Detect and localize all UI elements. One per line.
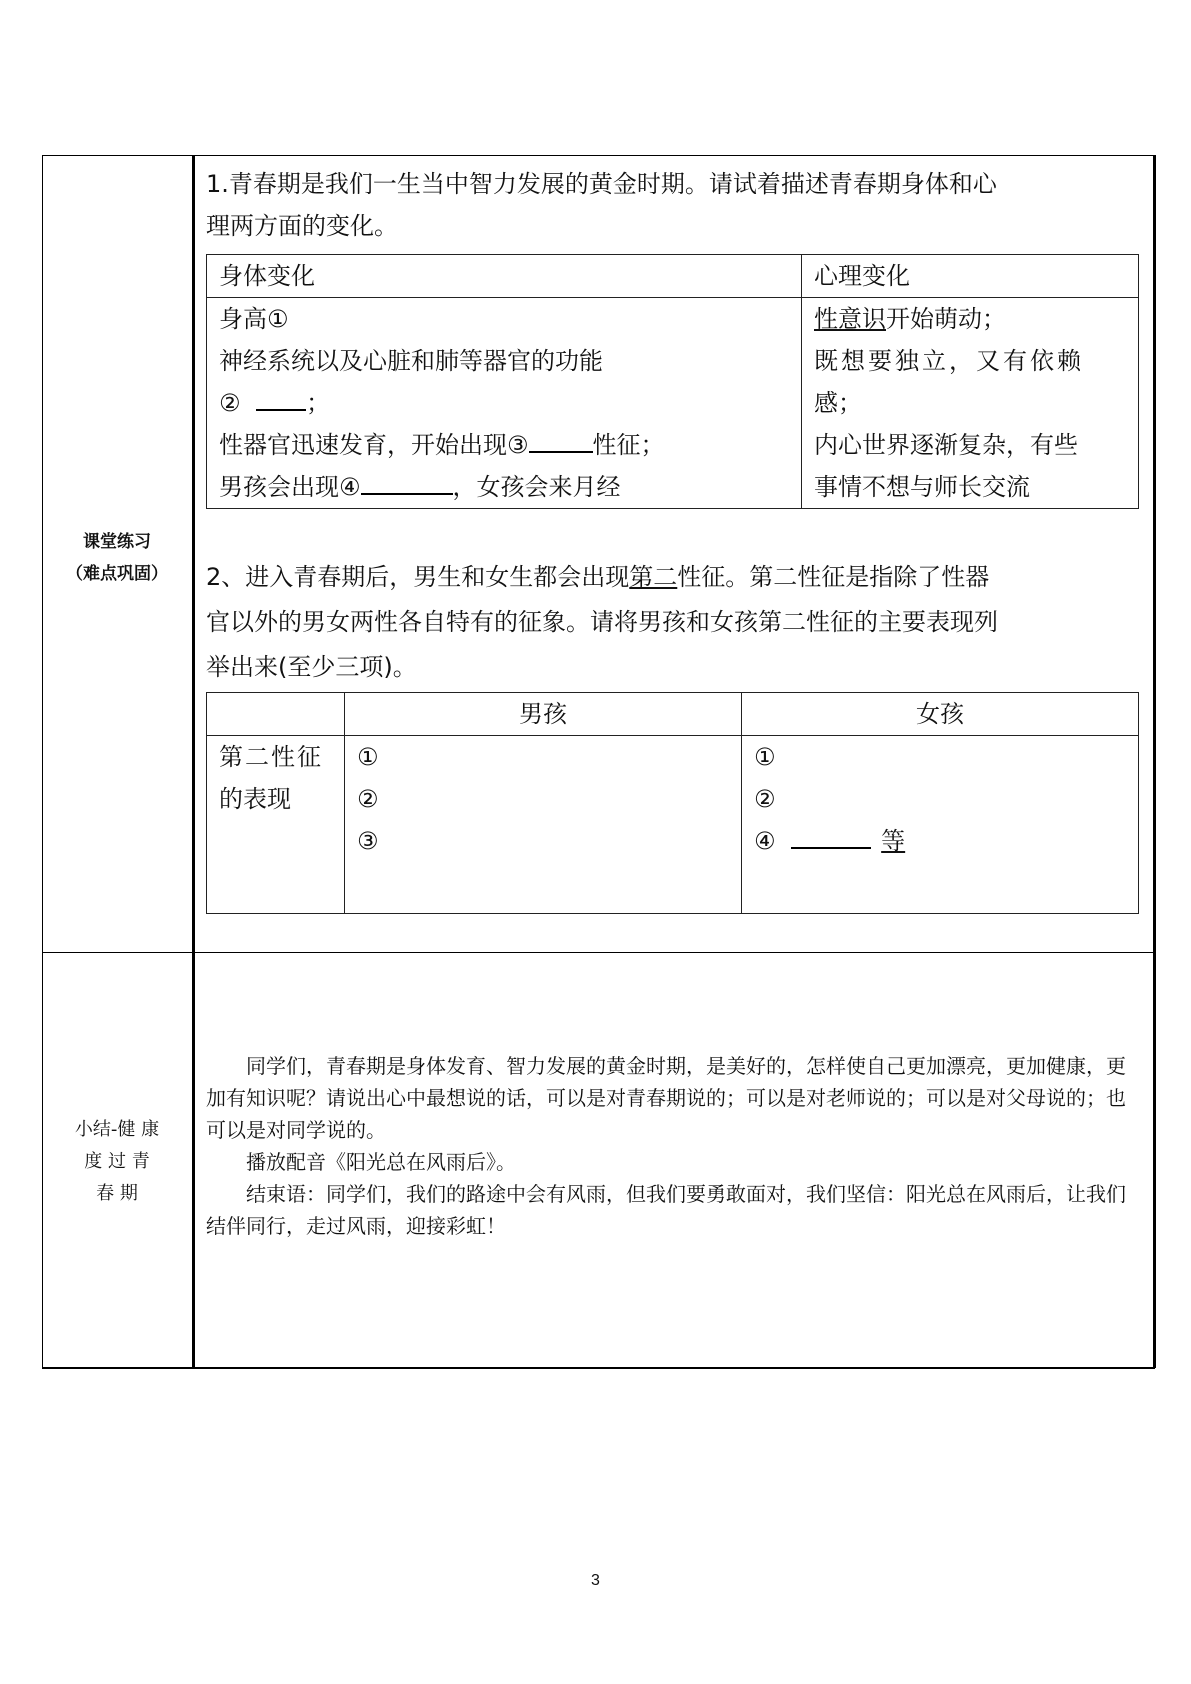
- table-row: [207, 693, 1139, 736]
- row-label-exercise-line1: 课堂练习: [83, 532, 151, 552]
- exercise2-prompt-line3: 举出来(至少三项)。: [206, 653, 417, 681]
- exercise1-table: [206, 254, 1139, 509]
- body-item-boys: 男孩会出现④ ，女孩会来月经: [219, 466, 789, 508]
- fill-blank[interactable]: [361, 467, 453, 495]
- header-boy: 男孩: [345, 693, 742, 736]
- boy-mark-3: ③: [357, 827, 379, 855]
- circle-number: ②: [219, 389, 241, 417]
- frame-right: [1153, 155, 1156, 1368]
- summary-text: [206, 1050, 1141, 1242]
- frame-bottom: [42, 1367, 1155, 1369]
- summary-paragraph-2: 播放配音《阳光总在风雨后》。: [246, 1150, 516, 1174]
- punctuation: ；: [306, 389, 331, 417]
- body-changes-cell: [207, 298, 802, 509]
- table-row: [207, 736, 1139, 914]
- exercise1-prompt-line2: 理两方面的变化。: [206, 212, 398, 240]
- page-number: 3: [591, 1572, 600, 1589]
- row-label-secondary-traits: 第二性征 的表现: [207, 736, 345, 914]
- fill-blank[interactable]: [791, 821, 871, 849]
- frame-mid: [42, 952, 1155, 953]
- girl-mark-1: ①: [754, 743, 776, 771]
- girl-mark-4: ④: [754, 827, 776, 855]
- header-mind-changes: 心理变化: [802, 255, 1139, 298]
- frame-left: [42, 155, 43, 1368]
- fill-blank[interactable]: [529, 425, 593, 453]
- mind-changes-cell: [802, 298, 1139, 509]
- girl-mark-4-row: [754, 820, 1126, 862]
- header-girl: 女孩: [742, 693, 1139, 736]
- summary-paragraph-1: 同学们，青春期是身体发育、智力发展的黄金时期，是美好的，怎样使自己更加漂亮，更加健康，更加有知识呢？请说出心中最想说的话，可以是对青春期说的；可以是对老师说的；可以是对父母说的；也可以是对同学说的。: [206, 1054, 1126, 1142]
- exercise1-prompt: [206, 163, 1146, 247]
- row-label-summary-line2: 度 过 青: [84, 1151, 150, 1172]
- exercise1-prompt-line1: 1.青春期是我们一生当中智力发展的黄金时期。请试着描述青春期身体和心: [206, 170, 997, 198]
- boy-mark-2: ②: [357, 785, 379, 813]
- girl-mark-2: ②: [754, 785, 776, 813]
- summary-paragraph-3: 结束语：同学们，我们的路途中会有风雨，但我们要勇敢面对，我们坚信：阳光总在风雨后，让我们结伴同行，走过风雨，迎接彩虹！: [206, 1182, 1126, 1238]
- frame-divider: [192, 155, 195, 1368]
- row-label-summary-line1: 小结-健 康: [74, 1119, 160, 1140]
- girl-suffix: 等: [881, 827, 906, 855]
- mind-item-awareness: 性意识开始萌动；: [814, 305, 1006, 333]
- header-empty: [207, 693, 345, 736]
- body-item-organs-blank: [219, 382, 789, 424]
- exercise2-prompt-line1: 2、进入青春期后，男生和女生都会出现第二性征。第二性征是指除了性器: [206, 563, 990, 591]
- row-label-summary: [44, 1114, 190, 1210]
- body-item-height: 身高①: [219, 305, 289, 333]
- exercise2-prompt: [206, 555, 1146, 690]
- table-row: [207, 255, 1139, 298]
- mind-item-independence: 既想要独立，又有依赖: [814, 347, 1084, 375]
- fill-blank[interactable]: [256, 383, 306, 411]
- boy-traits-cell: [345, 736, 742, 914]
- header-body-changes: 身体变化: [207, 255, 802, 298]
- exercise2-prompt-line2: 官以外的男女两性各自特有的征象。请将男孩和女孩第二性征的主要表现列: [206, 608, 998, 636]
- frame-top: [42, 155, 1155, 156]
- row-label-exercise-line2: （难点巩固）: [66, 564, 168, 584]
- body-item-organs: 神经系统以及心脏和肺等器官的功能: [219, 347, 603, 375]
- mind-item-inner-world: 内心世界逐渐复杂，有些: [814, 431, 1078, 459]
- exercise2-table: [206, 692, 1139, 914]
- boy-mark-1: ①: [357, 743, 379, 771]
- girl-traits-cell: [742, 736, 1139, 914]
- table-row: [207, 298, 1139, 509]
- mind-item-inner-world-cont: 事情不想与师长交流: [814, 473, 1030, 501]
- row-label-exercise: [44, 526, 190, 590]
- mind-item-independence-cont: 感；: [814, 389, 862, 417]
- body-item-sex-organs: 性器官迅速发育，开始出现③ 性征；: [219, 424, 789, 466]
- row-label-summary-line3: 春 期: [96, 1183, 138, 1204]
